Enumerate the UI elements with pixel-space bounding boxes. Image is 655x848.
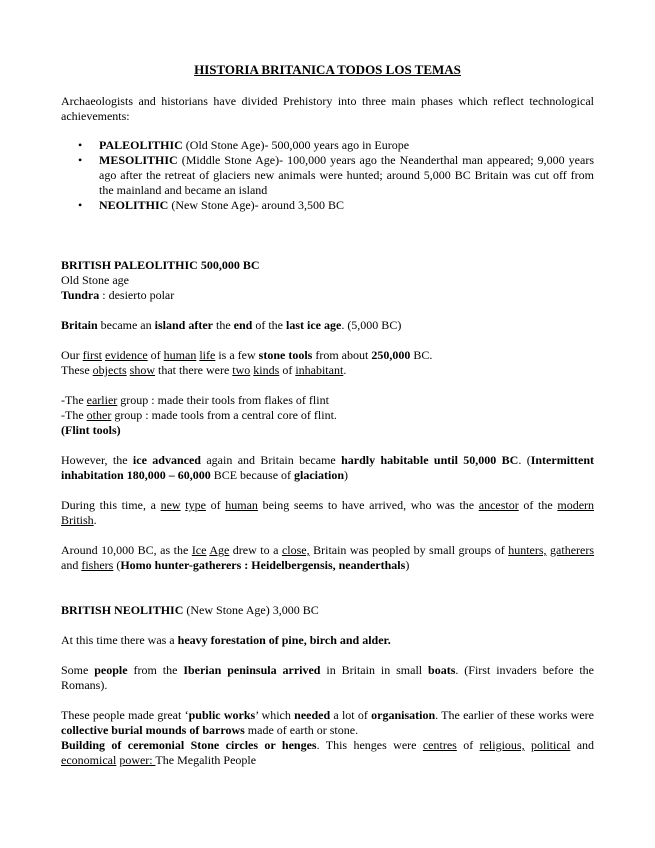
section-heading-paleolithic: BRITISH PALEOLITHIC 500,000 BC <box>61 258 260 272</box>
document-page <box>61 62 594 768</box>
evidence-paragraph: Our first evidence of human life is a few stone tools from about 250,000 BC. <box>61 348 433 362</box>
flint-tools-line: (Flint tools) <box>61 423 121 437</box>
public-works-paragraph: These people made great ‘public works’ which needed a lot of organisation. The earlier of these works were collective burial mounds of barrows made of earth or stone. <box>61 708 594 737</box>
paleo-subtitle: Old Stone age <box>61 273 129 287</box>
bullet-icon: • <box>78 153 83 167</box>
tundra-line: Tundra : desierto polar <box>61 288 175 302</box>
list-item: • PALEOLITHIC (Old Stone Age)- 500,000 years ago in Europe <box>78 138 410 152</box>
forestation-paragraph: At this time there was a heavy forestation of pine, birch and alder. <box>61 633 391 647</box>
document-title: HISTORIA BRITANICA TODOS LOS TEMAS <box>194 62 461 77</box>
group-earlier-line: -The earlier group : made their tools from flakes of flint <box>61 393 329 407</box>
island-paragraph: Britain became an island after the end of the last ice age. (5,000 BC) <box>61 318 402 332</box>
during-paragraph: During this time, a new type of human being seems to have arrived, who was the ancestor of the modern British. <box>61 498 595 527</box>
phases-list <box>61 138 594 213</box>
intro-paragraph: Archaeologists and historians have divided Prehistory into three main phases which reflect technological achievements: <box>61 94 594 123</box>
iberian-paragraph: Some people from the Iberian peninsula arrived in Britain in small boats. (First invaders before the Romans). <box>61 663 594 692</box>
around-paragraph: Around 10,000 BC, as the Ice Age drew to a close, Britain was peopled by small groups of hunters, gatherers and fishers (Homo hunter-gatherers : Heidelbergensis, neanderthals) <box>61 543 595 572</box>
however-paragraph: However, the ice advanced again and Britain became hardly habitable until 50,000 BC. (Intermittent inhabitation 180,000 – 60,000 BCE because of glaciation) <box>61 453 595 482</box>
group-other-line: -The other group : made tools from a central core of flint. <box>61 408 337 422</box>
bullet-icon: • <box>78 138 83 152</box>
henges-paragraph: Building of ceremonial Stone circles or henges. This henges were centres of religious, political and economical power: The Megalith People <box>61 738 595 767</box>
bullet-icon: • <box>78 198 83 212</box>
list-item: • NEOLITHIC (New Stone Age)- around 3,500 BC <box>78 198 344 212</box>
objects-paragraph: These objects show that there were two kinds of inhabitant. <box>61 363 347 377</box>
list-item: • MESOLITHIC (Middle Stone Age)- 100,000 years ago the Neanderthal man appeared; 9,000 years ago after the retreat of glaciers new animals were hunted; around 5,000 BC Britain was cut off from the mainland and became an island <box>78 153 594 197</box>
section-heading-neolithic: BRITISH NEOLITHIC (New Stone Age) 3,000 BC <box>61 603 319 617</box>
